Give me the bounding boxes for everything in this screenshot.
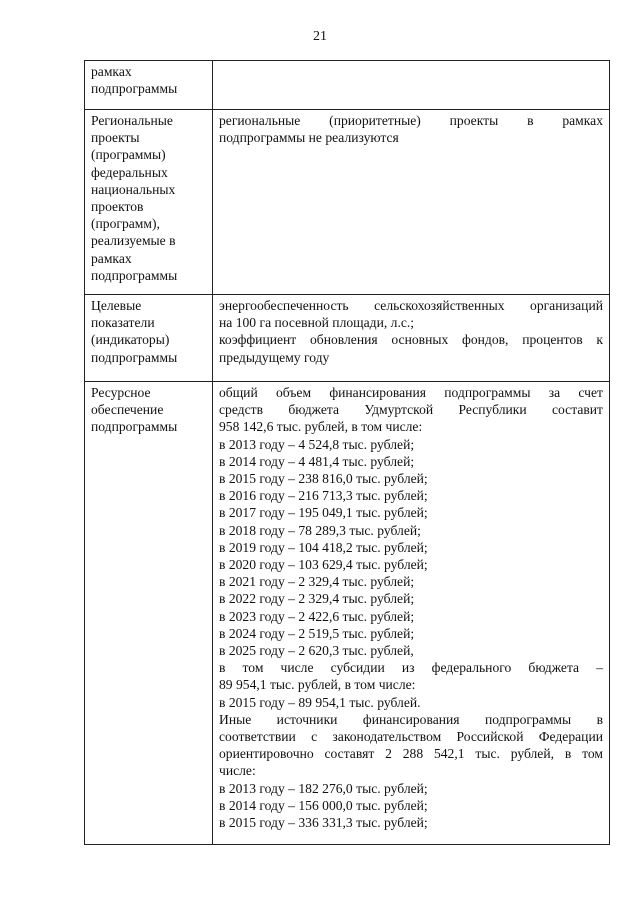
row-label-cell — [85, 295, 213, 382]
label-line: показатели — [91, 315, 155, 331]
value-line: в 2013 году – 182 276,0 тыс. рублей; — [219, 780, 428, 796]
row-label-cell — [85, 110, 213, 295]
label-line: подпрограммы — [91, 419, 178, 435]
label-line: Региональные — [91, 113, 173, 128]
row-value-cell — [213, 110, 610, 295]
passport-table — [84, 60, 610, 845]
label-line: Целевые — [91, 298, 142, 313]
row-value-cell — [213, 382, 610, 845]
value-line: общий объем финансирования подпрограммы за счет — [219, 385, 603, 400]
value-line: в 2021 году – 2 329,4 тыс. рублей; — [219, 574, 415, 590]
value-line: предыдущему году — [219, 349, 330, 365]
label-line: подпрограммы — [91, 267, 178, 283]
label-line: (программ), — [91, 216, 160, 232]
value-line: ориентировочно составят 2 288 542,1 тыс. рублей, в том — [219, 746, 603, 762]
label-line: рамках — [91, 64, 132, 79]
value-line: в 2016 году – 216 713,3 тыс. рублей; — [219, 488, 428, 504]
value-line: на 100 га посевной площади, л.с.; — [219, 315, 415, 331]
label-line: Ресурсное — [91, 385, 151, 400]
value-line: в 2013 году – 4 524,8 тыс. рублей; — [219, 436, 415, 452]
value-line: коэффициент обновления основных фондов, процентов к — [219, 332, 603, 348]
label-line: (индикаторы) — [91, 332, 170, 348]
table-row — [85, 61, 610, 110]
value-line: средств бюджета Удмуртской Республики составит — [219, 402, 603, 418]
table-row — [85, 382, 610, 845]
value-line: энергообеспеченность сельскохозяйственных организаций — [219, 298, 603, 313]
label-line: подпрограммы — [91, 81, 178, 97]
value-line: в 2019 году – 104 418,2 тыс. рублей; — [219, 539, 428, 555]
value-line: в 2025 году – 2 620,3 тыс. рублей, — [219, 643, 414, 659]
value-line: в том числе субсидии из федерального бюджета – — [219, 660, 603, 676]
label-line: проектов — [91, 199, 144, 215]
row-label-cell — [85, 382, 213, 845]
value-line: в 2018 году – 78 289,3 тыс. рублей; — [219, 522, 421, 538]
label-line: (программы) — [91, 147, 166, 163]
value-line: в 2015 году – 89 954,1 тыс. рублей. — [219, 694, 421, 710]
label-line: реализуемые в — [91, 233, 176, 249]
value-line: числе: — [219, 763, 256, 779]
label-line: обеспечение — [91, 402, 164, 418]
value-line: в 2020 году – 103 629,4 тыс. рублей; — [219, 557, 428, 573]
label-line: федеральных — [91, 164, 168, 180]
value-line: в 2023 году – 2 422,6 тыс. рублей; — [219, 608, 415, 624]
row-value-cell — [213, 295, 610, 382]
table-row — [85, 110, 610, 295]
value-line: в 2014 году – 156 000,0 тыс. рублей; — [219, 797, 428, 813]
value-line: Иные источники финансирования подпрограммы в — [219, 711, 603, 727]
value-line: 958 142,6 тыс. рублей, в том числе: — [219, 419, 423, 435]
value-line: подпрограммы не реализуются — [219, 130, 399, 146]
value-line: в 2024 году – 2 519,5 тыс. рублей; — [219, 625, 415, 641]
value-line: в 2015 году – 336 331,3 тыс. рублей; — [219, 815, 428, 831]
value-line: соответствии с законодательством Российской Федерации — [219, 729, 603, 745]
value-line: в 2022 году – 2 329,4 тыс. рублей; — [219, 591, 415, 607]
row-value-cell — [213, 61, 610, 110]
value-line: региональные (приоритетные) проекты в рамках — [219, 113, 603, 128]
value-line: в 2017 году – 195 049,1 тыс. рублей; — [219, 505, 428, 521]
table-row — [85, 295, 610, 382]
value-line: в 2015 году – 238 816,0 тыс. рублей; — [219, 471, 428, 487]
page-number: 21 — [313, 29, 327, 44]
label-line: рамках — [91, 250, 132, 266]
value-line: 89 954,1 тыс. рублей, в том числе: — [219, 677, 416, 693]
label-line: проекты — [91, 130, 140, 146]
label-line: национальных — [91, 181, 176, 197]
label-line: подпрограммы — [91, 349, 178, 365]
row-label-cell — [85, 61, 213, 110]
value-line: в 2014 году – 4 481,4 тыс. рублей; — [219, 453, 415, 469]
